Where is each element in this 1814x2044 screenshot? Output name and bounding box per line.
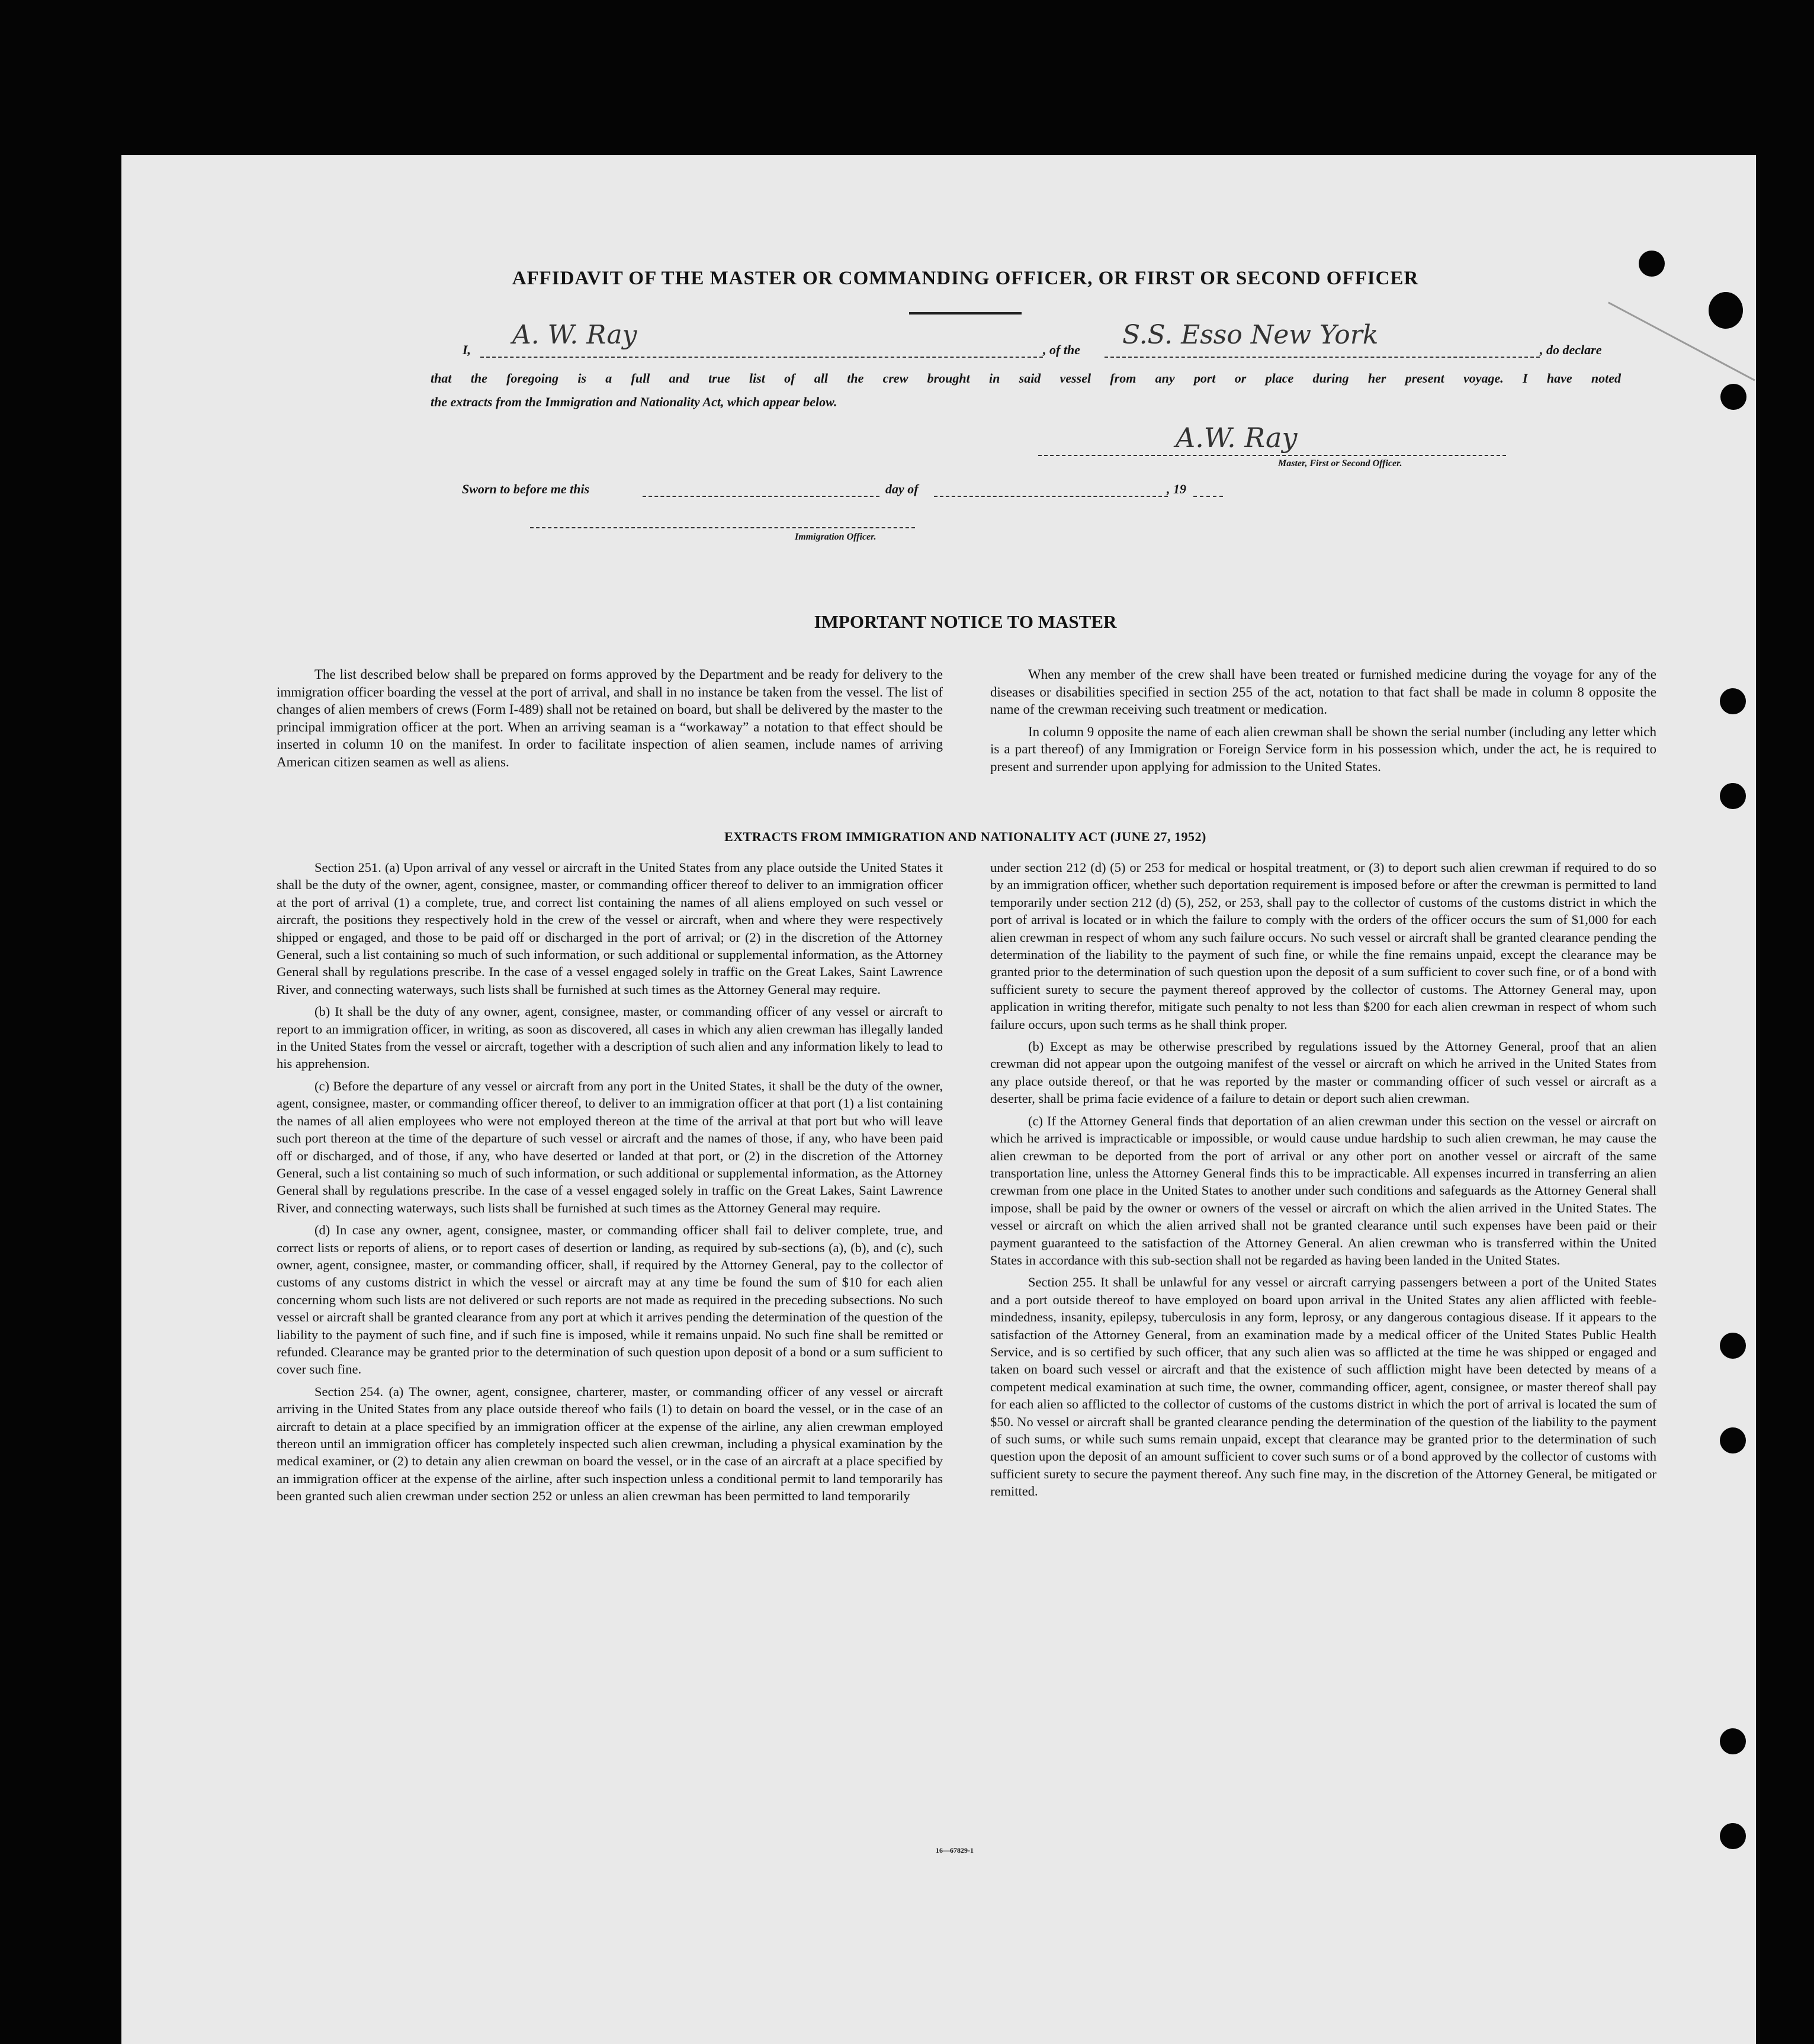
section-251c: (c) Before the departure of any vessel or aircraft from any port in the United States, it shall be the duty of the owner, agent, consignee, master, or commanding officer thereof, to deliver to an immigration officer at that port (1) a list containing the names of all alien employees who were not employed thereon at the time of the arrival at that port but who will leave such port thereon at the time of the departure of such vessel or aircraft and the names of those, if any, who have been paid off or discharged, and of those, if any, who have deserted or landed at that port, or (2) in the discretion of the Attorney General, such a list containing so much of such information, or such additional or supplemental information, as the Attorney General shall by regulations prescribe. In the case of a vessel engaged solely in traffic on the Great Lakes, Saint Lawrence River, and connecting waterways, such lists shall be furnished at such times as the Attorney General may require. (277, 1078, 943, 1215)
notice-right-column (990, 666, 1656, 780)
section-254c: (c) If the Attorney General finds that deportation of an alien crewman under this section on the vessel or aircraft on which he arrived is impracticable or impossible, or would cause undue hardship to such alien crewman, he may cause the alien crewman to be deported from the port of arrival or any other port on another vessel or aircraft of the same transportation line, unless the Attorney General finds this to be impracticable. All expenses incurred in transferring an alien crewman from one place in the United States to another under such conditions and safeguards as the Attorney General shall impose, shall be paid by the owner or owners of the vessel or aircraft on which the alien arrived in the United States. The vessel or aircraft on which the alien arrived shall not be granted clearance until such expenses have been paid or their payment guaranteed to the satisfaction of the Attorney General. An alien crewman who is transferred within the United States in accordance with this sub-section shall not be regarded as having been landed in the United States. (990, 1113, 1656, 1268)
sworn-day-line (643, 496, 879, 497)
section-254b: (b) Except as may be otherwise prescribed by regulations issued by the Attorney General, proof that an alien crewman did not appear upon the outgoing manifest of the vessel or aircraft on which he arrived in the United States from any place outside thereof, or that he was reported by the master or commanding officer of such vessel or aircraft as a deserter, shall be prima facie evidence of a failure to detain or deport such alien crewman. (990, 1039, 1656, 1106)
punch-hole (1720, 1823, 1746, 1849)
notice-right-paragraph-2: In column 9 opposite the name of each alien crewman shall be shown the serial number (including any letter which is a part thereof) of any Immigration or Foreign Service form in his possession which, under the act, he is required to present and surrender upon applying for admission to the United States. (990, 724, 1656, 774)
sworn-month-line (934, 496, 1168, 497)
extracts-title (121, 829, 1809, 845)
punch-hole (1720, 688, 1746, 714)
affiant-label: I, (463, 342, 471, 357)
section-255: Section 255. It shall be unlawful for any vessel or aircraft carrying passengers between a port of the United States and a port outside thereof to have employed on board upon arrival in the United States any alien afflicted with feeble-mindedness, insanity, epilepsy, tuberculosis in any form, leprosy, or any dangerous contagious disease. If it appears to the satisfaction of the Attorney General, from an examination made by a medical officer of the United States Public Health Service, and is so certified by such officer, that any such alien was so afflicted at the time he was shipped or engaged and taken on board such vessel or aircraft and that the existence of such affliction might have been detected by means of a competent medical examination at such time, the owner, commanding officer, agent, consignee, or master thereof shall pay for each alien so afflicted to the collector of customs of the customs district in which the port of arrival is located the sum of $50. No vessel or aircraft shall be granted clearance pending the determination of the question of the liability to the payment of such sums, or while such sums remain unpaid, except that clearance may be granted prior to the determination of such question upon the deposit of an amount sufficient to cover such sums or of a bond approved by the collector of customs with sufficient surety to secure the payment thereof. Any such fine may, in the discretion of the Attorney General, be mitigated or remitted. (990, 1275, 1656, 1499)
punch-hole (1709, 292, 1743, 329)
notice-title (121, 611, 1809, 633)
punch-hole (1720, 1333, 1746, 1359)
affidavit-title-text: AFFIDAVIT OF THE MASTER OR COMMANDING OFFICER, OR FIRST OR SECOND OFFICER (512, 268, 1419, 289)
punch-hole (1720, 384, 1746, 410)
punch-hole (1720, 1728, 1746, 1754)
punch-hole (1720, 783, 1746, 809)
vessel-name-handwritten: S.S. Esso New York (1122, 320, 1379, 350)
punch-hole (1720, 1427, 1746, 1453)
section-251d: (d) In case any owner, agent, consignee, master, or commanding officer shall fail to deliver complete, true, and correct lists or reports of aliens, or to report cases of desertion or landing, as required by sub-sections (a), (b), and (c), such owner, agent, consignee, master, or commanding officer, shall, if required by the Attorney General, pay to the collector of customs of any customs district in which the vessel or aircraft may at any time be found the sum of $10 for each alien concerning whom such lists are not delivered or such reports are not made as required in the preceding subsections. No such vessel or aircraft shall be granted clearance from any port at which it arrives pending the determination of the question of the liability to the payment of such fine, and if such fine is imposed, while it remains unpaid. No such fine shall be remitted or refunded. Clearance may be granted prior to the determination of such question upon deposit of a bond or a sum sufficient to cover such fine. (277, 1222, 943, 1377)
notice-right-paragraph-1: When any member of the crew shall have been treated or furnished medicine during the voyage for any of the diseases or disabilities specified in section 255 of the act, notation to that fact shall be made in column 8 opposite the name of the crewman receiving such treatment or medication. (990, 667, 1656, 717)
year-line (1193, 496, 1223, 497)
extracts-right-column (990, 859, 1656, 1505)
notice-title-text: IMPORTANT NOTICE TO MASTER (814, 611, 1117, 632)
extracts-title-text: EXTRACTS FROM IMMIGRATION AND NATIONALITY ACT (JUNE 27, 1952) (724, 829, 1206, 844)
signature-line (1038, 455, 1506, 456)
sworn-label: Sworn to before me this (462, 482, 590, 496)
title-rule (909, 312, 1022, 315)
punch-hole (1639, 251, 1665, 277)
section-251b: (b) It shall be the duty of any owner, agent, consignee, master, or commanding officer of any vessel or aircraft to report to an immigration officer, in writing, as soon as discovered, all cases in which any alien crewman has illegally landed in the United States from the vessel or aircraft, together with a description of such alien and any information likely to lead to his apprehension. (277, 1004, 943, 1071)
immigration-officer-caption: Immigration Officer. (795, 532, 877, 542)
year-prefix: , 19 (1167, 482, 1186, 496)
affiant-name-line (480, 357, 1043, 358)
notice-left-column (277, 666, 943, 775)
form-code: 16—67829-1 (936, 1846, 974, 1854)
affidavit-title (121, 268, 1809, 290)
affidavit-line-3: the extracts from the Immigration and Nationality Act, which appear below. (431, 394, 837, 409)
section-251a: Section 251. (a) Upon arrival of any vessel or aircraft in the United States from any place outside the United States it shall be the duty of the owner, agent, consignee, master, or commanding officer thereof to deliver to an immigration officer at the port of arrival (1) a complete, true, and correct list containing the names of all aliens employed on such vessel or aircraft, the positions they respectively hold in the crew of the vessel or aircraft, when and where they were respectively shipped or engaged, and those to be paid off or discharged in the port of arrival; or (2) in the discretion of the Attorney General, such a list containing so much of such information, or such additional or supplemental information, as the Attorney General shall by regulations prescribe. In the case of a vessel engaged solely in traffic on the Great Lakes, Saint Lawrence River, and connecting waterways, such lists shall be furnished at such times as the Attorney General may require. (277, 860, 943, 997)
section-254a-start: Section 254. (a) The owner, agent, consignee, charterer, master, or commanding officer of any vessel or aircraft arriving in the United States from any place outside thereof who fails (1) to detain on board the vessel, or in the case of an aircraft to detain at a place specified by an immigration officer at the expense of the airline, any alien crewman employed thereon until an immigration officer has completely inspected such alien crewman, including a physical examination by the medical examiner, or (2) to detain any alien crewman on board the vessel, or in the case of an aircraft at a place specified by an immigration officer at the expense of the airline, after such inspection unless a conditional permit to land temporarily has been granted such alien crewman under section 252 or unless an alien crewman has been permitted to land temporarily (277, 1384, 943, 1504)
affidavit-line-2: that the foregoing is a full and true list of all the crew brought in said vessel from any port or place during her present voyage. I have noted (431, 371, 1621, 386)
immigration-officer-line (530, 527, 915, 528)
section-254a-cont: under section 212 (d) (5) or 253 for medical or hospital treatment, or (3) to deport such alien crewman if required to do so by an immigration officer, whether such deportation requirement is imposed before or after the crewman is permitted to land temporarily under section 212 (d) (5), 252, or 253, shall pay to the collector of customs of the customs district in which the port of arrival is located or in which the failure to comply with the orders of the officer occurs the sum of $1,000 for each alien crewman in respect of whom any such failure occurs. No such vessel or aircraft shall be granted clearance pending the determination of the liability to the payment of such fine, or while the fine remains unpaid, except the clearance may be granted prior to the determination of such question upon the deposit of a sum sufficient to cover such fine, or of a bond with sufficient surety to secure the payment thereof approved by the collector of customs. The Attorney General may, upon application in writing therefor, mitigate such penalty to not less than $200 for each alien crewman in respect of whom such failure occurs, upon such terms as he shall think proper. (990, 860, 1656, 1032)
signer-caption: Master, First or Second Officer. (1278, 458, 1402, 469)
affiant-name-handwritten: A. W. Ray (512, 320, 637, 350)
vessel-name-line (1105, 357, 1540, 358)
extracts-left-column (277, 859, 943, 1510)
of-the-label: , of the (1043, 342, 1080, 357)
document-page (121, 155, 1756, 2044)
day-of-label: day of (885, 482, 919, 496)
officer-signature: A.W. Ray (1176, 422, 1298, 454)
do-declare-label: , do declare (1540, 342, 1602, 357)
notice-left-paragraph: The list described below shall be prepared on forms approved by the Department and be ready for delivery to the immigration officer boarding the vessel at the port of arrival, and shall in no instance be taken from the vessel. The list of changes of alien members of crews (Form I-489) shall not be retained on board, but shall be delivered by the master to the principal immigration officer at the port. When an arriving seaman is a “workaway” a notation to that effect should be inserted in column 10 on the manifest. In order to facilitate inspection of alien seamen, include names of arriving American citizen seamen as well as aliens. (277, 667, 943, 769)
